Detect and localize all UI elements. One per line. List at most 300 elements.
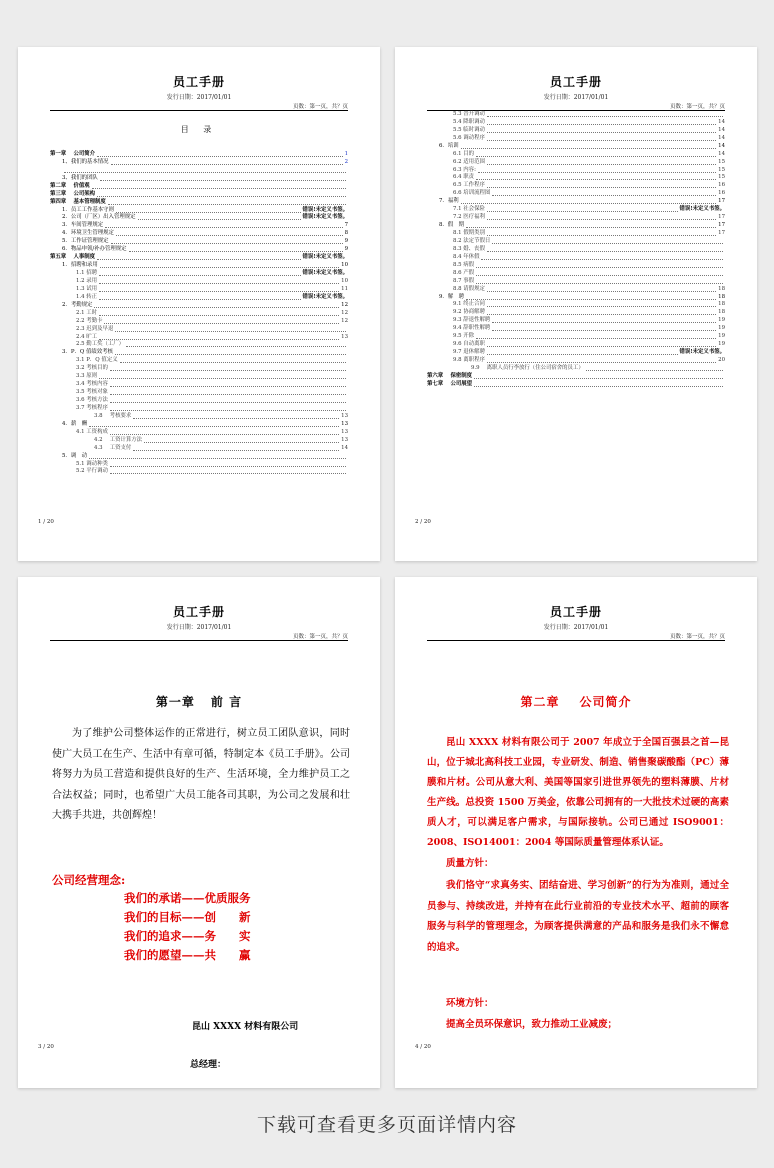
- toc-entry[interactable]: [50, 183, 348, 191]
- toc-entry-page: 错误!未定义书签。: [302, 206, 348, 213]
- toc-entry-title: 9.7 退休解聘: [453, 349, 485, 356]
- toc-leader-dots: [487, 187, 716, 188]
- toc-entry-title: 1.3 试用: [76, 285, 98, 292]
- toc-entry[interactable]: [427, 127, 725, 135]
- toc-leader-dots: [126, 346, 346, 347]
- toc-leader-dots: [99, 339, 339, 340]
- table-of-contents: [427, 111, 725, 389]
- toc-entry[interactable]: [50, 373, 348, 381]
- toc-leader-dots: [100, 180, 346, 181]
- toc-entry[interactable]: [50, 191, 348, 199]
- toc-entry-page: 8: [344, 230, 348, 237]
- toc-entry[interactable]: [50, 302, 348, 310]
- toc-entry[interactable]: [50, 159, 348, 167]
- toc-entry[interactable]: [50, 199, 348, 207]
- toc-entry-title: 2.1 工时: [76, 309, 98, 316]
- toc-leader-dots: [110, 370, 346, 371]
- toc-entry[interactable]: [50, 429, 348, 437]
- toc-entry-page: 13: [341, 333, 348, 340]
- toc-entry-page: 2: [344, 158, 348, 165]
- header-rule: [50, 110, 348, 111]
- toc-leader-dots: [492, 322, 716, 323]
- toc-entry-title: 7．福利: [439, 198, 459, 205]
- toc-leader-dots: [116, 235, 343, 236]
- toc-entry[interactable]: [427, 214, 725, 222]
- toc-entry[interactable]: [50, 421, 348, 429]
- download-more-link[interactable]: 下载可查看更多页面详情内容: [256, 1114, 517, 1136]
- toc-entry[interactable]: [50, 413, 348, 421]
- toc-entry-page: 14: [718, 150, 725, 157]
- toc-entry-page: 18: [718, 309, 725, 316]
- toc-leader-dots: [97, 196, 346, 197]
- toc-entry-page: 13: [341, 420, 348, 427]
- toc-entry[interactable]: [427, 333, 725, 341]
- toc-entry-page: 17: [718, 230, 725, 237]
- toc-leader-dots: [474, 378, 723, 379]
- toc-leader-dots: [487, 140, 716, 141]
- toc-entry-title: 8.2 法定节假日: [453, 237, 491, 244]
- philosophy-item: 我们的目标——创 新: [124, 910, 251, 924]
- toc-leader-dots: [99, 275, 300, 276]
- toc-leader-dots: [476, 179, 716, 180]
- toc-entry-page: 错误!未定义书签。: [302, 293, 348, 300]
- toc-entry-page: 错误!未定义书签。: [302, 214, 348, 221]
- toc-leader-dots: [99, 299, 300, 300]
- toc-leader-dots: [111, 243, 343, 244]
- page-number: 4 / 20: [415, 1044, 431, 1050]
- toc-entry-page: 19: [718, 333, 725, 340]
- chapter-title: [395, 693, 757, 710]
- toc-leader-dots: [89, 426, 339, 427]
- toc-entry-page: 19: [718, 341, 725, 348]
- toc-entry[interactable]: [50, 167, 348, 175]
- toc-leader-dots: [104, 323, 339, 324]
- toc-entry[interactable]: [50, 445, 348, 453]
- toc-leader-dots: [487, 346, 716, 347]
- quality-policy-title: 质量方针：: [446, 858, 494, 869]
- toc-leader-dots: [478, 172, 716, 173]
- toc-leader-dots: [492, 330, 716, 331]
- toc-leader-dots: [105, 227, 342, 228]
- toc-entry-title: 3.1 P．Q 值定义: [76, 357, 118, 364]
- chapter-name: 公司简介: [579, 695, 632, 709]
- chapter-name: 前 言: [210, 695, 243, 709]
- page-number: 3 / 20: [38, 1044, 54, 1050]
- toc-leader-dots: [481, 259, 723, 260]
- toc-entry-title: 2．考勤规定: [62, 301, 93, 308]
- toc-leader-dots: [99, 378, 346, 379]
- toc-entry-title: 5.6 调动程序: [453, 134, 485, 141]
- toc-leader-dots: [99, 291, 339, 292]
- toc-entry-page: 10: [341, 262, 348, 269]
- toc-entry[interactable]: [427, 222, 725, 230]
- toc-entry-title: 5.5 临时调动: [453, 126, 485, 133]
- toc-entry-title: 8.7 事假: [453, 277, 475, 284]
- toc-entry[interactable]: [50, 405, 348, 413]
- toc-entry[interactable]: [50, 151, 348, 159]
- toc-leader-dots: [487, 306, 716, 307]
- toc-entry-page: 10: [341, 277, 348, 284]
- toc-entry-page: 错误!未定义书签。: [679, 349, 725, 356]
- preface-paragraph: 为了维护公司整体运作的正常进行，树立员工团队意识，同时使广大员工在生产、生活中有章可循，特制定本《员工手册》。公司将努力为员工营造和提供良好的生产、生活环境，全力维护员工之合法权益；同时，也希望广大员工能各司其职，为公司之发展和壮大携手共进，共创辉煌！: [52, 728, 350, 821]
- toc-entry-title: 第二章 价值观: [50, 182, 90, 189]
- toc-entry[interactable]: [427, 246, 725, 254]
- toc-entry[interactable]: [427, 341, 725, 349]
- toc-leader-dots: [476, 156, 716, 157]
- toc-leader-dots: [487, 211, 678, 212]
- toc-entry-page: 14: [341, 444, 348, 451]
- page-number: 2 / 20: [415, 519, 431, 525]
- toc-entry[interactable]: [427, 349, 725, 357]
- table-of-contents: [50, 151, 348, 476]
- toc-leader-dots: [110, 394, 346, 395]
- company-intro: 昆山 XXXX 材料有限公司于 2007 年成立于全国百强县之首—昆山，位于城北高科技工业园，专业研发、制造、销售聚碳酸酯（PC）薄膜和片材。公司从意大利、美国等国家引进世界领先的塑料薄膜、片材生产线。总投资 1500 万美金，依靠公司拥有的一大批技术过硬的高素质人才，可以满足客户需求，与国际接轨。公司已通过 ISO9001：2008、ISO14001：2004 等国际质量管理体系认证。: [427, 737, 729, 848]
- toc-entry-page: 13: [341, 412, 348, 419]
- page-2: [395, 47, 757, 561]
- toc-entry[interactable]: [427, 254, 725, 262]
- toc-entry-title: 2.5 勤工奖（工厂）: [76, 341, 125, 348]
- toc-entry-page: 15: [718, 174, 725, 181]
- quality-policy-text: 我们恪守“求真务实、团结奋进、学习创新”的行为为准则，通过全员参与、持续改进，并持有在此行业前沿的专业技术水平、超前的顾客服务与科学的管理理念，为顾客提供满意的产品和服务是我们永不懈怠的追求。: [427, 880, 729, 953]
- toc-leader-dots: [133, 450, 339, 451]
- toc-entry[interactable]: [50, 437, 348, 445]
- toc-entry-title: 3.5 考核对象: [76, 389, 108, 396]
- toc-entry-title: 1．招聘和录用: [62, 262, 98, 269]
- toc-leader-dots: [466, 299, 716, 300]
- toc-entry-title: 3.2 考核目的: [76, 365, 108, 372]
- toc-entry-title: 5.1 调动种类: [76, 460, 108, 467]
- toc-entry[interactable]: [427, 262, 725, 270]
- toc-entry-page: 错误!未定义书签。: [679, 206, 725, 213]
- toc-leader-dots: [99, 283, 339, 284]
- toc-entry[interactable]: [427, 159, 725, 167]
- page-3: [18, 577, 380, 1088]
- toc-entry-title: 2．公司（厂区）出入管理规定: [62, 214, 136, 221]
- toc-entry-page: 19: [718, 325, 725, 332]
- toc-leader-dots: [487, 219, 716, 220]
- toc-entry-title: 6.1 目的: [453, 150, 475, 157]
- toc-entry-title: 5.2 平行调动: [76, 468, 108, 475]
- toc-leader-dots: [144, 442, 339, 443]
- header-title: 员工手册: [549, 605, 602, 619]
- toc-entry-title: 6.5 工作程序: [453, 182, 485, 189]
- toc-entry-title: 3．P．Q 值绩效考核: [62, 349, 113, 356]
- toc-leader-dots: [487, 235, 716, 236]
- toc-entry[interactable]: [50, 286, 348, 294]
- header-page-count: 页数：第一页，共？页: [292, 104, 348, 110]
- toc-entry[interactable]: [50, 469, 348, 477]
- toc-leader-dots: [92, 188, 346, 189]
- toc-leader-dots: [487, 116, 723, 117]
- toc-entry-title: 6.3 内容:: [453, 166, 476, 173]
- toc-entry[interactable]: [427, 151, 725, 159]
- toc-entry-page: 错误!未定义书签。: [302, 254, 348, 261]
- toc-entry[interactable]: [427, 143, 725, 151]
- toc-leader-dots: [110, 386, 346, 387]
- toc-entry-page: 9: [344, 238, 348, 245]
- toc-leader-dots: [97, 259, 300, 260]
- toc-entry-page: 错误!未定义书签。: [302, 270, 348, 277]
- toc-entry-title: 1、我们的基本情况: [62, 158, 109, 165]
- toc-entry-page: 14: [718, 134, 725, 141]
- toc-entry-title: 6.6 培训流程图: [453, 190, 491, 197]
- toc-entry-page: 19: [718, 317, 725, 324]
- toc-entry[interactable]: [50, 294, 348, 302]
- toc-entry[interactable]: [427, 190, 725, 198]
- toc-entry-page: 12: [341, 301, 348, 308]
- toc-entry-title: 第一章 公司简介: [50, 150, 96, 157]
- toc-leader-dots: [487, 362, 716, 363]
- toc-entry-title: 9.1 终止合同: [453, 301, 485, 308]
- toc-entry-title: 第五章 人事制度: [50, 254, 96, 261]
- toc-leader-dots: [110, 466, 346, 467]
- toc-entry-title: 9.6 自动离职: [453, 341, 485, 348]
- toc-entry-title: 1．员工工作基本守则: [62, 206, 114, 213]
- toc-leader-dots: [476, 267, 723, 268]
- environment-policy-text: 提高全员环保意识，致力推动工业减废；: [446, 1019, 618, 1030]
- toc-entry-title: 4.3 工资支付: [94, 444, 132, 451]
- toc-entry[interactable]: [427, 373, 725, 381]
- toc-entry[interactable]: [427, 357, 725, 365]
- toc-entry-page: 16: [718, 182, 725, 189]
- toc-entry-title: 9.2 协商解聘: [453, 309, 485, 316]
- toc-entry-page: 14: [718, 118, 725, 125]
- toc-entry[interactable]: [50, 254, 348, 262]
- toc-entry-page: 11: [341, 285, 348, 292]
- toc-entry-page: 20: [718, 357, 725, 364]
- toc-entry-title: 5．调 动: [62, 452, 87, 459]
- toc-entry[interactable]: [427, 278, 725, 286]
- environment-policy-title: 环境方针：: [446, 998, 494, 1009]
- toc-leader-dots: [476, 338, 716, 339]
- toc-entry-title: 9.4 辞职性解聘: [453, 325, 491, 332]
- toc-entry-title: 第六章 保密制度: [427, 372, 473, 379]
- toc-leader-dots: [108, 204, 346, 205]
- toc-entry-title: 2.4 旷工: [76, 333, 98, 340]
- toc-leader-dots: [94, 307, 339, 308]
- toc-entry-title: 4.2 工资计算方法: [94, 436, 143, 443]
- toc-leader-dots: [487, 251, 723, 252]
- toc-entry-title: 1.1 招聘: [76, 270, 98, 277]
- toc-entry[interactable]: [427, 135, 725, 143]
- toc-entry-page: 13: [341, 436, 348, 443]
- toc-entry[interactable]: [50, 270, 348, 278]
- toc-leader-dots: [110, 434, 339, 435]
- toc-entry-title: 5.4 降职调动: [453, 118, 485, 125]
- toc-entry-page: 12: [341, 309, 348, 316]
- toc-title: 目 录: [180, 125, 218, 134]
- toc-leader-dots: [461, 148, 717, 149]
- toc-entry-title: 7.1 社会保险: [453, 206, 485, 213]
- toc-entry[interactable]: [50, 381, 348, 389]
- toc-entry-page: 13: [341, 428, 348, 435]
- toc-entry[interactable]: [427, 365, 725, 373]
- toc-leader-dots: [474, 386, 723, 387]
- toc-entry-title: 5．工作证管理规定: [62, 238, 109, 245]
- toc-entry-title: 3.7 考核程序: [76, 404, 108, 411]
- toc-leader-dots: [487, 124, 716, 125]
- toc-entry-title: 3.8 考核要求: [94, 412, 132, 419]
- toc-leader-dots: [120, 362, 346, 363]
- toc-leader-dots: [110, 473, 346, 474]
- toc-entry-title: 8．假 期: [439, 222, 464, 229]
- toc-entry-title: 第七章 公司展望: [427, 380, 473, 387]
- toc-entry[interactable]: [427, 286, 725, 294]
- toc-leader-dots: [129, 251, 343, 252]
- toc-entry-title: 4.1 工资构成: [76, 428, 108, 435]
- chapter-number: 第二章: [520, 695, 560, 709]
- toc-leader-dots: [466, 227, 716, 228]
- toc-entry[interactable]: [427, 111, 725, 119]
- toc-leader-dots: [586, 370, 723, 371]
- header-date: 发行日期：2017/01/01: [543, 624, 609, 631]
- toc-leader-dots: [64, 172, 346, 173]
- philosophy-item: 我们的追求——务 实: [124, 929, 251, 943]
- toc-entry-title: 第三章 公司架构: [50, 190, 96, 197]
- toc-entry-page: 18: [718, 285, 725, 292]
- toc-entry-title: 1.2 录用: [76, 277, 98, 284]
- header-rule: [50, 640, 348, 641]
- header-rule: [427, 640, 725, 641]
- toc-entry-title: 4．薪 酬: [62, 420, 87, 427]
- toc-entry[interactable]: [50, 246, 348, 254]
- toc-entry-title: 3．车间管理规定: [62, 222, 104, 229]
- toc-entry[interactable]: [427, 119, 725, 127]
- toc-entry-title: 8.4 年休假: [453, 253, 480, 260]
- toc-entry[interactable]: [427, 206, 725, 214]
- toc-entry-title: 8.3 婚、丧假: [453, 245, 485, 252]
- toc-entry-page: 12: [341, 317, 348, 324]
- toc-entry-page: 7: [344, 222, 348, 229]
- toc-entry[interactable]: [427, 230, 725, 238]
- toc-leader-dots: [116, 212, 301, 213]
- page-1: [18, 47, 380, 561]
- chapter-title: [18, 693, 380, 710]
- philosophy-list: [124, 889, 251, 965]
- toc-entry-page: 16: [718, 190, 725, 197]
- header-title: 员工手册: [549, 75, 602, 89]
- toc-entry[interactable]: [50, 310, 348, 318]
- header-date: 发行日期：2017/01/01: [543, 94, 609, 101]
- toc-entry-page: 14: [718, 142, 725, 149]
- toc-leader-dots: [111, 164, 343, 165]
- philosophy-title: 公司经营理念:: [52, 873, 126, 887]
- toc-entry-page: 15: [718, 158, 725, 165]
- toc-entry-title: 8.8 请假规定: [453, 285, 485, 292]
- toc-entry-page: 1: [344, 150, 348, 157]
- toc-entry-title: 2.2 考勤卡: [76, 317, 103, 324]
- toc-entry-page: 17: [718, 214, 725, 221]
- toc-entry-title: 3.6 考核方法: [76, 397, 108, 404]
- toc-leader-dots: [492, 243, 723, 244]
- toc-leader-dots: [115, 331, 346, 332]
- toc-entry[interactable]: [50, 175, 348, 183]
- toc-entry-title: 3.4 考核内容: [76, 381, 108, 388]
- toc-leader-dots: [100, 267, 339, 268]
- toc-entry-title: 1.4 转正: [76, 293, 98, 300]
- header-title: 员工手册: [172, 75, 225, 89]
- toc-leader-dots: [99, 315, 339, 316]
- toc-entry[interactable]: [50, 318, 348, 326]
- toc-leader-dots: [138, 219, 301, 220]
- toc-leader-dots: [461, 203, 717, 204]
- toc-entry[interactable]: [50, 262, 348, 270]
- header-page-count: 页数：第一页，共？页: [669, 634, 725, 640]
- toc-entry-page: 15: [718, 166, 725, 173]
- toc-entry[interactable]: [50, 326, 348, 334]
- toc-entry-title: 9.9 离职人员行李放行（住公司宿舍的员工）: [471, 364, 584, 371]
- toc-entry-title: 第四章 基本管理制度: [50, 198, 106, 205]
- toc-entry-title: 8.1 假期类别: [453, 230, 485, 237]
- toc-leader-dots: [487, 164, 716, 165]
- toc-entry-title: 9．解 聘: [439, 293, 464, 300]
- chapter-number: 第一章: [155, 695, 195, 709]
- toc-entry[interactable]: [50, 453, 348, 461]
- toc-entry-page: 9: [344, 246, 348, 253]
- toc-entry-title: 3.3 原则: [76, 373, 98, 380]
- toc-entry-title: 5.3 晋升调动: [453, 110, 485, 117]
- toc-entry-title: 8.6 产假: [453, 269, 475, 276]
- toc-entry-title: 6.2 适用范围: [453, 158, 485, 165]
- toc-entry-title: 9.3 辞退性解聘: [453, 317, 491, 324]
- toc-entry-title: 3、我们的团队: [62, 174, 98, 181]
- toc-leader-dots: [492, 195, 716, 196]
- toc-entry[interactable]: [50, 389, 348, 397]
- toc-entry[interactable]: [427, 270, 725, 278]
- toc-entry[interactable]: [50, 278, 348, 286]
- header-title: 员工手册: [172, 605, 225, 619]
- toc-leader-dots: [487, 132, 716, 133]
- page-4: [395, 577, 757, 1088]
- header-page-count: 页数：第一页，共？页: [669, 104, 725, 110]
- toc-leader-dots: [487, 314, 716, 315]
- toc-entry-title: 7.2 医疗福利: [453, 214, 485, 221]
- philosophy-item: 我们的承诺——优质服务: [124, 891, 251, 905]
- toc-entry-page: 17: [718, 198, 725, 205]
- header-date: 发行日期：2017/01/01: [166, 94, 232, 101]
- toc-entry-title: 6．培训: [439, 142, 459, 149]
- company-signature: 昆山 XXXX 材料有限公司: [192, 1022, 299, 1032]
- general-manager-signature: 总经理：: [190, 1060, 227, 1070]
- toc-leader-dots: [97, 156, 343, 157]
- philosophy-item: 我们的愿望——共 赢: [124, 948, 251, 962]
- page-number: 1 / 20: [38, 519, 54, 525]
- toc-leader-dots: [487, 291, 716, 292]
- toc-entry-page: 18: [718, 293, 725, 300]
- toc-entry-title: 2.3 迟到及早退: [76, 325, 114, 332]
- toc-entry-page: 17: [718, 222, 725, 229]
- toc-leader-dots: [476, 283, 723, 284]
- toc-entry-title: 8.5 病假: [453, 261, 475, 268]
- toc-entry-title: 4．环境卫生管理规定: [62, 230, 114, 237]
- toc-entry-title: 6．物品申领/补办管理规定: [62, 246, 127, 253]
- toc-entry-page: 14: [718, 126, 725, 133]
- toc-leader-dots: [89, 458, 346, 459]
- toc-entry-title: 9.5 开除: [453, 333, 475, 340]
- toc-leader-dots: [110, 410, 346, 411]
- toc-entry-title: 9.8 离职程序: [453, 357, 485, 364]
- header-date: 发行日期：2017/01/01: [166, 624, 232, 631]
- toc-leader-dots: [487, 354, 678, 355]
- toc-leader-dots: [476, 275, 723, 276]
- toc-entry[interactable]: [427, 381, 725, 389]
- toc-leader-dots: [133, 418, 339, 419]
- toc-entry[interactable]: [427, 238, 725, 246]
- toc-entry[interactable]: [50, 397, 348, 405]
- toc-leader-dots: [110, 402, 346, 403]
- toc-entry-page: 18: [718, 301, 725, 308]
- header-page-count: 页数：第一页，共？页: [292, 634, 348, 640]
